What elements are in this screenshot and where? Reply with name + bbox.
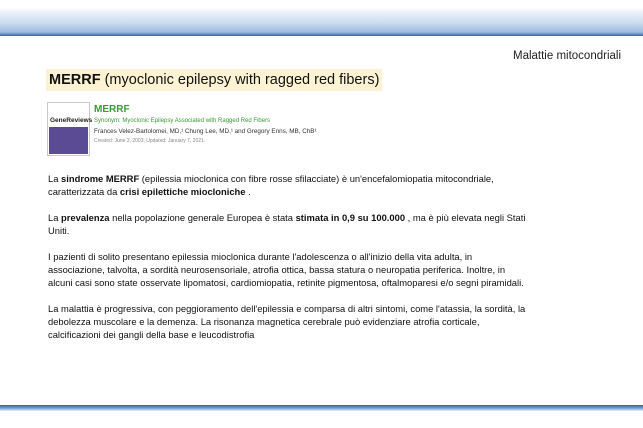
text-run: . — [245, 186, 251, 197]
title-acronym: MERRF — [49, 72, 101, 88]
citation-authors: Frances Velez-Bartolomei, MD,¹ Chung Lee, MD,¹ and Gregory Enns, MB, ChB¹ — [94, 128, 317, 135]
paragraph-progression: La malattia è progressiva, con peggioramento dell'epilessia e comparsa di altri sintomi, come l'atassia, la sordità, la debolezza muscolare e la demenza. La risonanza magnetica cerebrale può evidenziare atrofia corticale, calcificazioni dei gangli della base e leucodistrofia — [48, 303, 526, 340]
bottom-decorative-band — [0, 405, 643, 411]
title-expansion: (myoclonic epilepsy with ragged red fibers) — [100, 72, 380, 88]
text-run-bold: sindrome MERRF — [61, 173, 140, 184]
paragraph-symptoms: I pazienti di solito presentano epilessia mioclonica durante l'adolescenza o all'inizio della vita adulta, in associazione, talvolta, a sordità neurosensoriale, atrofia ottica, bassa statura o neuropatia periferica. Inoltre, in alcuni casi sono state osservate lipomatosi, cardiomiopatia, retinite pigmentosa, oftalmoparesi e/o segni piramidali. — [48, 251, 524, 288]
text-run-bold: crisi epilettiche miocloniche — [119, 186, 246, 197]
paragraph-prevalence — [48, 211, 528, 237]
citation-dates: Created: June 3, 2003; Updated: January 7, 2021. — [94, 138, 206, 144]
text-run: nella popolazione generale Europea è stata — [109, 212, 296, 223]
text-run: , ma è più elevata negli Stati Uniti. — [48, 212, 526, 236]
text-run-bold: stimata in 0,9 su 100.000 — [295, 212, 406, 223]
text-run-bold: prevalenza — [61, 212, 110, 223]
cover-stripe — [49, 127, 88, 154]
genereviews-cover-image — [47, 102, 93, 156]
citation-text — [94, 102, 317, 144]
text-run: La — [48, 212, 62, 223]
section-label: Malattie mitocondriali — [512, 50, 621, 62]
citation-synonym: Synonym: Myoclonic Epilepsy Associated with Ragged Red Fibers — [94, 118, 271, 124]
text-run: La — [48, 173, 62, 184]
paragraph-definition — [48, 172, 528, 198]
slide-title — [46, 69, 382, 91]
genereviews-logo: GeneReviews — [50, 117, 93, 124]
text-run: (epilessia mioclonica con fibre rosse sfilacciate) è un'encefalomiopatia mitocondriale, caratterizzata da — [48, 173, 494, 197]
citation-title: MERRF — [94, 104, 130, 115]
body-text — [48, 172, 528, 354]
genereviews-citation — [47, 102, 347, 156]
top-decorative-band — [0, 0, 643, 36]
